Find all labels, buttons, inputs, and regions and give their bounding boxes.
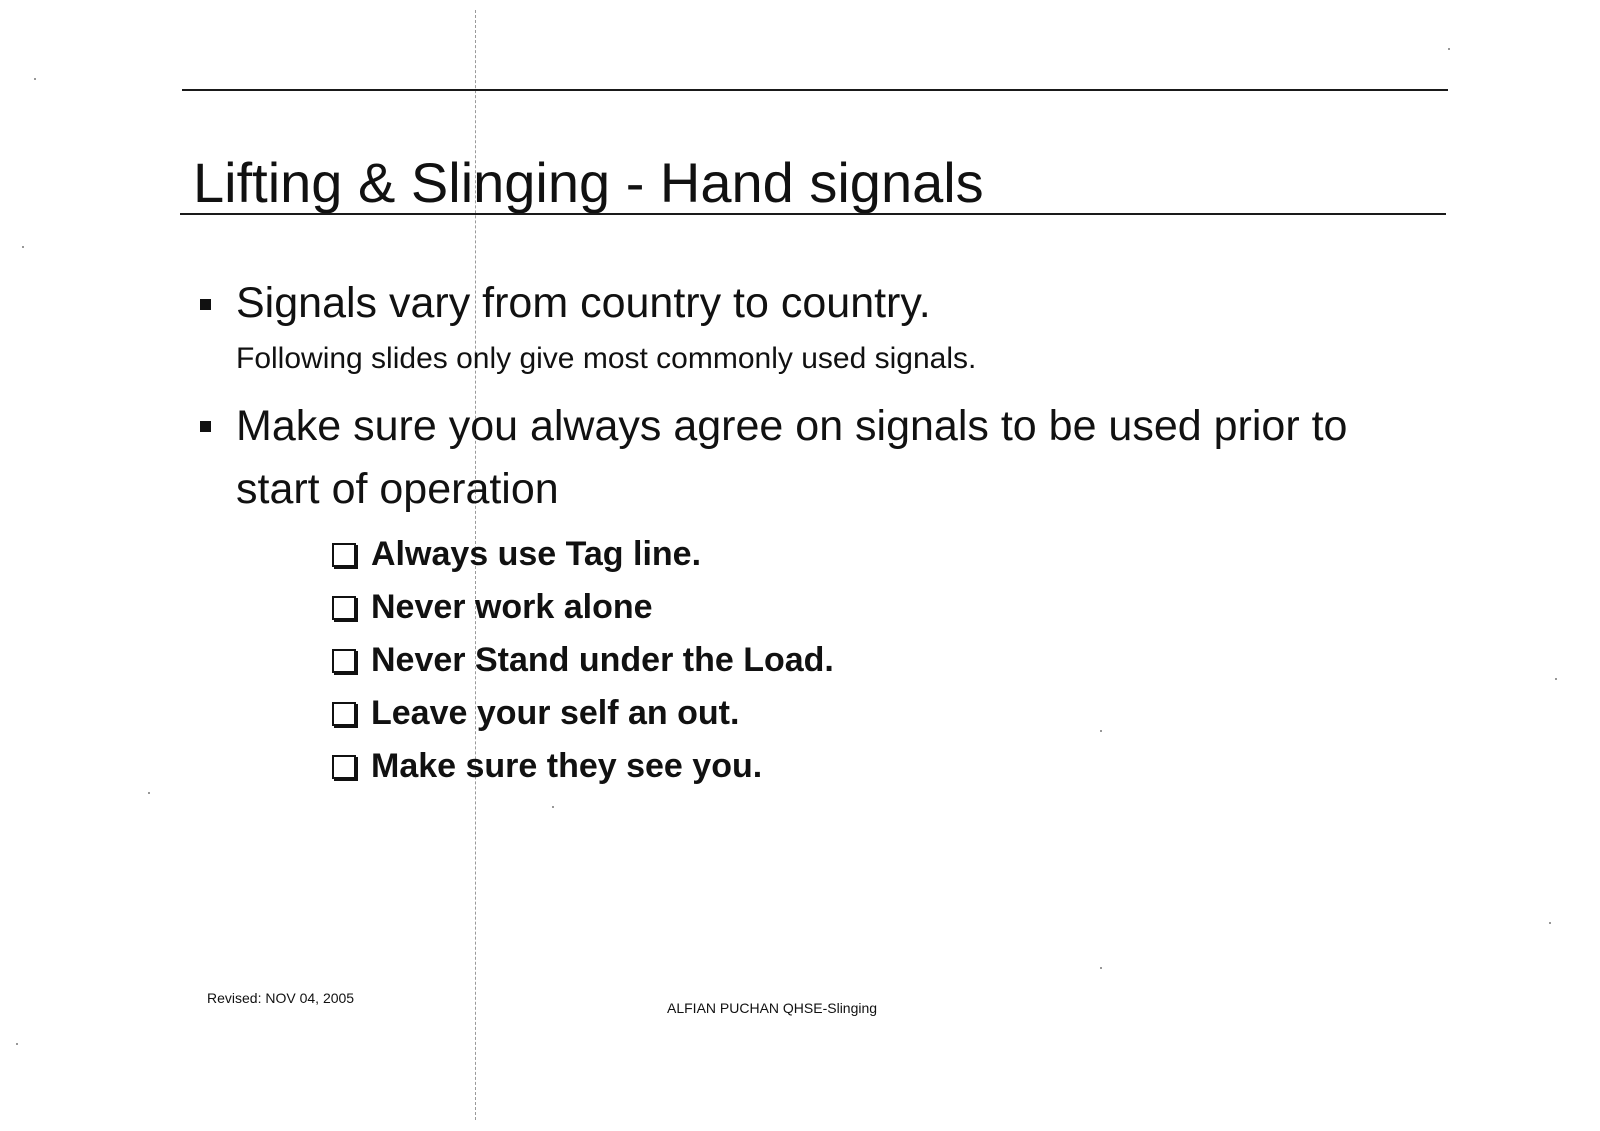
- bullet-text: Make sure you always agree on signals to be used prior to: [236, 402, 1348, 450]
- checklist-item: [332, 740, 834, 793]
- checklist-item-label: Leave your self an out.: [371, 694, 740, 732]
- checklist-item: [332, 581, 834, 634]
- checkbox-outline-icon: [332, 596, 356, 620]
- square-bullet-icon: [200, 299, 211, 310]
- checklist: [332, 528, 834, 793]
- footer-author: ALFIAN PUCHAN QHSE-Slinging: [667, 1000, 878, 1016]
- scan-speck: [16, 1043, 18, 1045]
- checkbox-outline-icon: [332, 649, 356, 673]
- scan-speck: [1555, 678, 1557, 680]
- scan-speck: [22, 246, 24, 248]
- checklist-item: [332, 634, 834, 687]
- revision-date: Revised: NOV 04, 2005: [207, 990, 355, 1006]
- bullet-text: Signals vary from country to country.: [236, 279, 931, 327]
- scan-speck: [34, 78, 36, 80]
- slide-title: Lifting & Slinging - Hand signals: [193, 150, 984, 214]
- checklist-item-label: Make sure they see you.: [371, 747, 763, 785]
- checkbox-outline-icon: [332, 755, 356, 779]
- scan-speck: [148, 792, 150, 794]
- scan-speck: [552, 806, 554, 808]
- title-bottom-rule: [180, 213, 1446, 215]
- checklist-item: [332, 528, 834, 581]
- square-bullet-icon: [200, 421, 211, 432]
- scan-speck: [1448, 48, 1450, 50]
- title-top-rule: [182, 89, 1448, 91]
- scan-speck: [1100, 967, 1102, 969]
- bullet-text-continued: start of operation: [236, 465, 559, 513]
- checklist-item: [332, 687, 834, 740]
- bullet-subtext: Following slides only give most commonly used signals.: [236, 342, 977, 375]
- checklist-item-label: Never work alone: [371, 588, 653, 626]
- scan-speck: [1100, 730, 1102, 732]
- checklist-item-label: Always use Tag line.: [371, 535, 702, 573]
- scan-speck: [1549, 922, 1551, 924]
- checkbox-outline-icon: [332, 702, 356, 726]
- checklist-item-label: Never Stand under the Load.: [371, 641, 834, 679]
- checkbox-outline-icon: [332, 543, 356, 567]
